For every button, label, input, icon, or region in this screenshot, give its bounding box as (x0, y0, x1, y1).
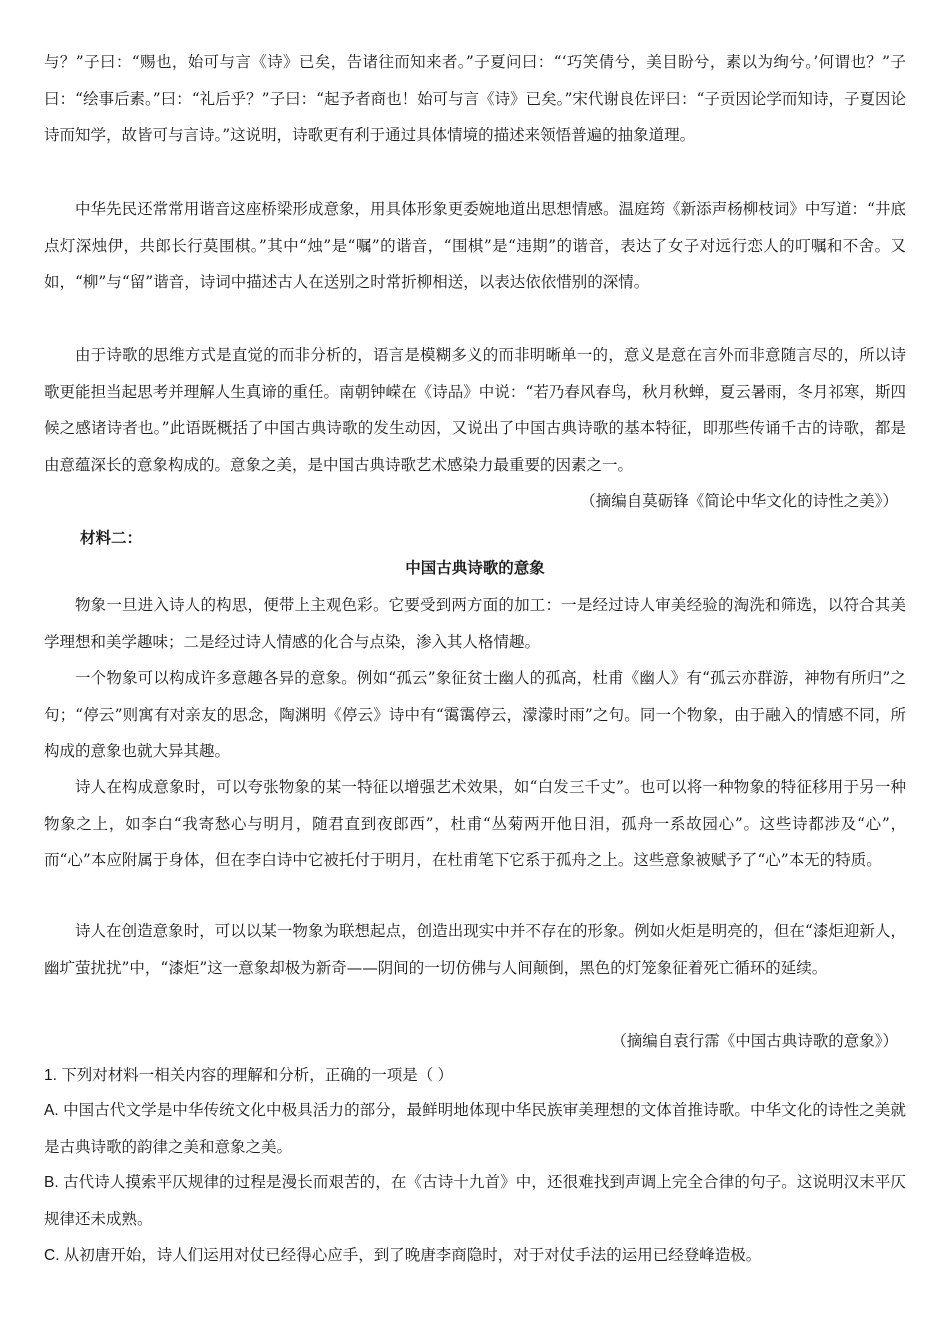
material2-title: 中国古典诗歌的意象 (405, 558, 545, 577)
material2-paragraph-3: 诗人在构成意象时，可以夸张物象的某一特征以增强艺术效果，如“白发三千丈”。也可以将一种物象的特征移用于另一种物象之上，如李白“我寄愁心与明月，随君直到夜郎西”，杜甫“丛菊两开他日泪，孤舟一系故园心”。这些诗都涉及“心”，而“心”本应附属于身体，但在李白诗中它被托付于明月，在杜甫笔下它系于孤舟之上。这些意象被赋予了“心”本无的特质。 (44, 778, 906, 870)
material2-paragraph-4: 诗人在创造意象时，可以以某一物象为联想起点，创造出现实中并不存在的形象。例如火炬是明亮的，但在“漆炬迎新人，幽圹萤扰扰”中，“漆炬”这一意象却极为新奇——阴间的一切仿佛与人间颠倒，黑色的灯笼象征着死亡循环的延续。 (44, 922, 906, 977)
material2-paragraph-2: 一个物象可以构成许多意趣各异的意象。例如“孤云”象征贫士幽人的孤高，杜甫《幽人》有“孤云亦群游，神物有所归”之句；“停云”则寓有对亲友的思念，陶渊明《停云》诗中有“霭霭停云，濛濛时雨”之句。同一个物象，由于融入的情感不同，所构成的意象也就大异其趣。 (44, 669, 906, 761)
material2-label: 材料二： (80, 528, 143, 547)
question-1-option-b: B. 古代诗人摸索平仄规律的过程是漫长而艰苦的，在《古诗十九首》中，还很难找到声调上完全合律的句子。这说明汉末平仄规律还未成熟。 (44, 1174, 906, 1228)
material1-paragraph-2: 中华先民还常常用谐音这座桥梁形成意象，用具体形象更委婉地道出思想情感。温庭筠《新添声杨柳枝词》中写道：“井底点灯深烛伊，共郎长行莫围棋。”其中“烛”是“嘱”的谐音，“围棋”是“违期”的谐音，表达了女子对远行恋人的叮嘱和不舍。又如，“柳”与“留”谐音，诗词中描述古人在送别之时常折柳相送，以表达依依惜别的深情。 (44, 200, 906, 292)
material2-paragraph-1: 物象一旦进入诗人的构思，便带上主观色彩。它要受到两方面的加工：一是经过诗人审美经验的淘洗和筛选，以符合其美学理想和美学趣味；二是经过诗人情感的化合与点染，渗入其人格情趣。 (44, 596, 906, 651)
material2-source: （摘编自袁行霈《中国古典诗歌的意象》） (611, 1032, 898, 1050)
material1-paragraph-1: 与？”子曰：“赐也，始可与言《诗》已矣，告诸往而知来者。”子夏问曰：“‘巧笑倩兮，美目盼兮，素以为绚兮。’何谓也？”子曰：“绘事后素。”曰：“礼后乎？”子曰：“起予者商也！始可与言《诗》已矣。”宋代谢良佐评曰：“子贡因论学而知诗，子夏因论诗而知学，故皆可与言诗。”这说明，诗歌更有利于通过具体情境的描述来领悟普遍的抽象道理。 (44, 53, 906, 145)
question-1-option-a: A. 中国古代文学是中华传统文化中极具活力的部分，最鲜明地体现中华民族审美理想的文体首推诗歌。中华文化的诗性之美就是古典诗歌的韵律之美和意象之美。 (44, 1102, 906, 1156)
question-1-stem: 1. 下列对材料一相关内容的理解和分析，正确的一项是（ ） (44, 1067, 454, 1084)
question-1-option-c: C. 从初唐开始，诗人们运用对仗已经得心应手，到了晚唐李商隐时，对于对仗手法的运用已经登峰造极。 (44, 1247, 762, 1264)
material1-paragraph-3: 由于诗歌的思维方式是直觉的而非分析的，语言是模糊多义的而非明晰单一的，意义是意在言外而非意随言尽的，所以诗歌更能担当起思考并理解人生真谛的重任。南朝钟嵘在《诗品》中说：“若乃春风春鸟，秋月秋蝉，夏云暑雨，冬月祁寒，斯四候之感诸诗者也。”此语既概括了中国古典诗歌的发生动因，又说出了中国古典诗歌的基本特征，即那些传诵千古的诗歌，都是由意蕴深长的意象构成的。意象之美，是中国古典诗歌艺术感染力最重要的因素之一。 (44, 346, 906, 475)
material1-source: （摘编自莫砺锋《简论中华文化的诗性之美》） (580, 492, 898, 510)
